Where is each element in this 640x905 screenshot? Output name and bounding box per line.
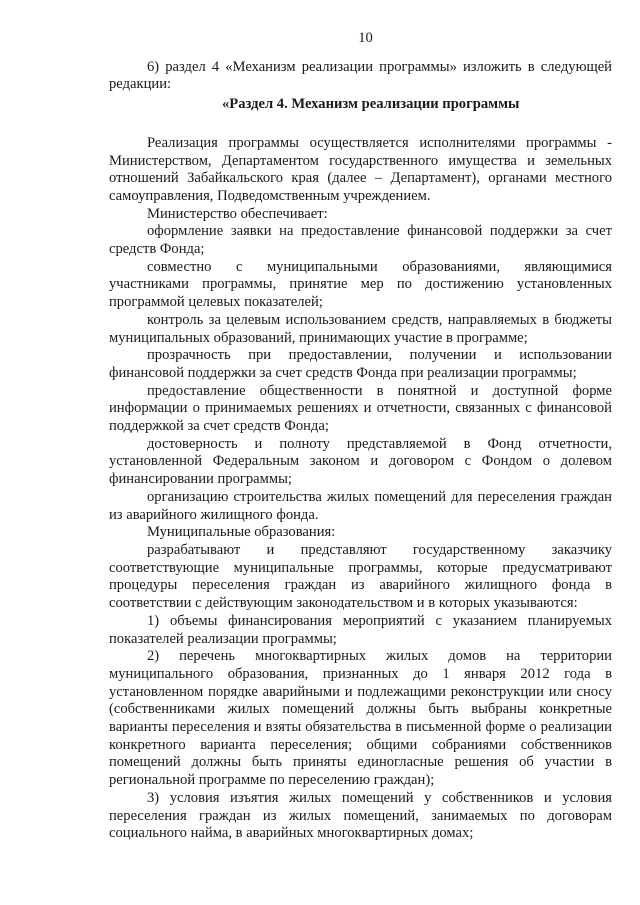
- paragraph-municipalities: Муниципальные образования:: [147, 524, 336, 541]
- paragraph-develop-programs: разрабатывают и представляют государственному заказчику соответствующие муниципальные программы, которые предусматривают процедуры переселения граждан из аварийного жилищного фонда в соответствии с действующим законодательством и в которых указываются:: [109, 541, 612, 612]
- list-item-2: 2) перечень многоквартирных жилых домов на территории муниципального образования, признанных до 1 января 2012 года в установленном порядке аварийными и подлежащими реконструкции или сносу (собственниками жилых помещений должны быть выбраны конкретные варианты переселения и взяты обязательства в письменной форме о реализации конкретного варианта переселения; общими собраниями собственников помещений должны быть приняты единогласные решения об участии в региональной программе по переселению граждан);: [109, 648, 612, 789]
- paragraph-reporting: достоверность и полноту представляемой в Фонд отчетности, установленной Федеральным законом и договором с Фондом о долевом финансировании программы;: [109, 435, 612, 488]
- paragraph-application: оформление заявки на предоставление финансовой поддержки за счет средств Фонда;: [109, 223, 612, 258]
- paragraph-public-info: предоставление общественности в понятной и доступной форме информации о принимаемых решениях и отчетности, связанных с финансовой поддержкой за счет средств Фонда;: [109, 382, 612, 435]
- paragraph-transparency: прозрачность при предоставлении, получении и использовании финансовой поддержки за счет средств Фонда при реализации программы;: [109, 347, 612, 381]
- paragraph-construction: организацию строительства жилых помещений для переселения граждан из аварийного жилищного фонда.: [109, 488, 612, 523]
- paragraph-joint-measures: совместно с муниципальными образованиями, являющимися участниками программы, принятие мер по достижению установленных программой целевых показателей;: [109, 258, 612, 311]
- page-number: 10: [358, 30, 373, 46]
- paragraph-control: контроль за целевым использованием средств, направляемых в бюджеты муниципальных образований, принимающих участие в программе;: [109, 311, 612, 346]
- list-item-1: 1) объемы финансирования мероприятий с указанием планируемых показателей реализации программы;: [109, 612, 612, 647]
- paragraph-amendment-intro: 6) раздел 4 «Механизм реализации программы» изложить в следующей редакции:: [109, 58, 612, 93]
- spacer: [109, 114, 612, 135]
- document-page: [109, 30, 612, 890]
- section-heading: «Раздел 4. Механизм реализации программы: [222, 96, 520, 113]
- paragraph-implementation: Реализация программы осуществляется исполнителями программы - Министерством, Департаментом государственного имущества и земельных отношений Забайкальского края (далее – Департамент), органами местного самоуправления, Подведомственным учреждением.: [109, 134, 612, 204]
- paragraph-ministry-provides: Министерство обеспечивает:: [147, 205, 328, 222]
- list-item-3: 3) условия изъятия жилых помещений у собственников и условия переселения граждан из жилых помещений, занимаемых по договорам социального найма, в аварийных многоквартирных домах;: [109, 789, 612, 842]
